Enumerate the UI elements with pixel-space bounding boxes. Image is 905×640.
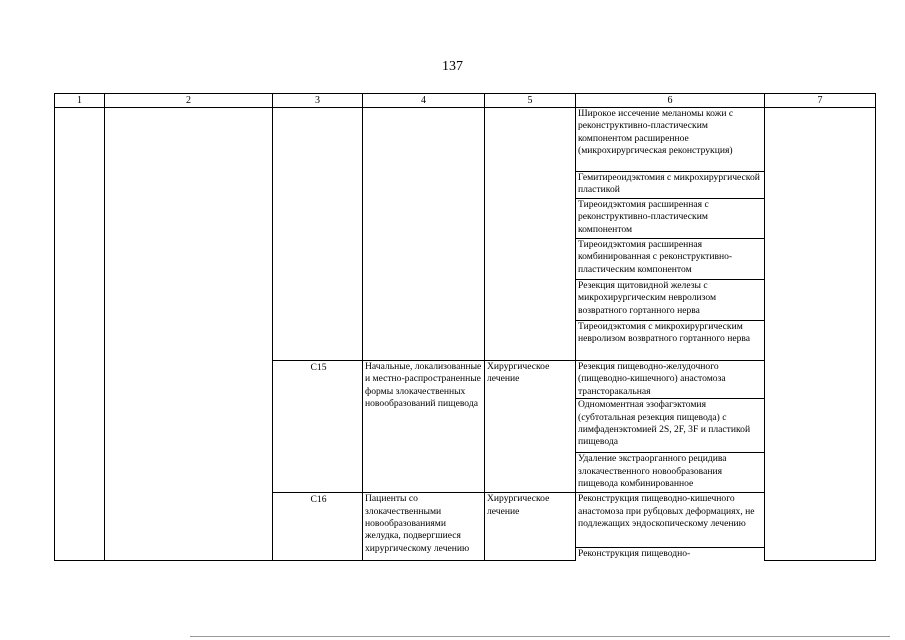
treatment-type-cell: Хирургическое лечение <box>485 361 576 493</box>
treatment-method-cell: Гемитиреоидэктомия с микрохирургической пластикой <box>576 172 765 199</box>
column-header: 5 <box>485 94 576 108</box>
page-number: 137 <box>442 59 463 74</box>
treatment-method-cell: Реконструкция пищеводно-кишечного анастомоза при рубцовых деформациях, не подлежащих эндоскопическому лечению <box>576 493 765 548</box>
treatment-method-cell: Широкое иссечение меланомы кожи с реконструктивно-пластическим компонентом расширенное (микрохирургическая реконструкция) <box>576 108 765 172</box>
table-header-row <box>55 94 876 108</box>
page-bottom-edge <box>190 636 890 637</box>
col5-cell <box>485 108 576 361</box>
treatment-method-cell: Одномоментная эзофагэктомия (субтотальная резекция пищевода) с лимфаденэктомией 2S, 2F, 3F и пластикой пищевода <box>576 399 765 453</box>
patient-model-cell: Пациенты со злокачественными новообразованиями желудка, подвергшиеся хирургическому лечению <box>363 493 485 561</box>
diagnosis-code-cell: C16 <box>273 493 363 561</box>
diagnosis-code-cell: C15 <box>273 361 363 493</box>
column-header: 1 <box>55 94 105 108</box>
treatment-method-cell: Реконструкция пищеводно- <box>576 548 765 561</box>
col7-cell <box>765 108 876 561</box>
column-header: 7 <box>765 94 876 108</box>
treatment-method-cell: Резекция щитовидной железы с микрохирургическим невролизом возвратного гортанного нерва <box>576 280 765 321</box>
treatment-method-cell: Тиреоидэктомия расширенная комбинированная с реконструктивно-пластическим компонентом <box>576 239 765 280</box>
col2-cell <box>105 108 273 561</box>
col3-cell <box>273 108 363 361</box>
column-header: 2 <box>105 94 273 108</box>
treatment-method-cell: Резекция пищеводно-желудочного (пищеводно-кишечного) анастомоза трансторакальная <box>576 361 765 399</box>
treatment-method-cell: Тиреоидэктомия с микрохирургическим невролизом возвратного гортанного нерва <box>576 321 765 361</box>
column-header: 4 <box>363 94 485 108</box>
col1-cell <box>55 108 105 561</box>
treatment-method-cell: Удаление экстраорганного рецидива злокачественного новообразования пищевода комбинированное <box>576 453 765 493</box>
procedures-table <box>54 93 876 561</box>
column-header: 6 <box>576 94 765 108</box>
treatment-type-cell: Хирургическое лечение <box>485 493 576 561</box>
table-row <box>55 108 876 172</box>
treatment-method-cell: Тиреоидэктомия расширенная с реконструктивно-пластическим компонентом <box>576 199 765 239</box>
col4-cell <box>363 108 485 361</box>
patient-model-cell: Начальные, локализованные и местно-распространенные формы злокачественных новообразований пищевода <box>363 361 485 493</box>
column-header: 3 <box>273 94 363 108</box>
